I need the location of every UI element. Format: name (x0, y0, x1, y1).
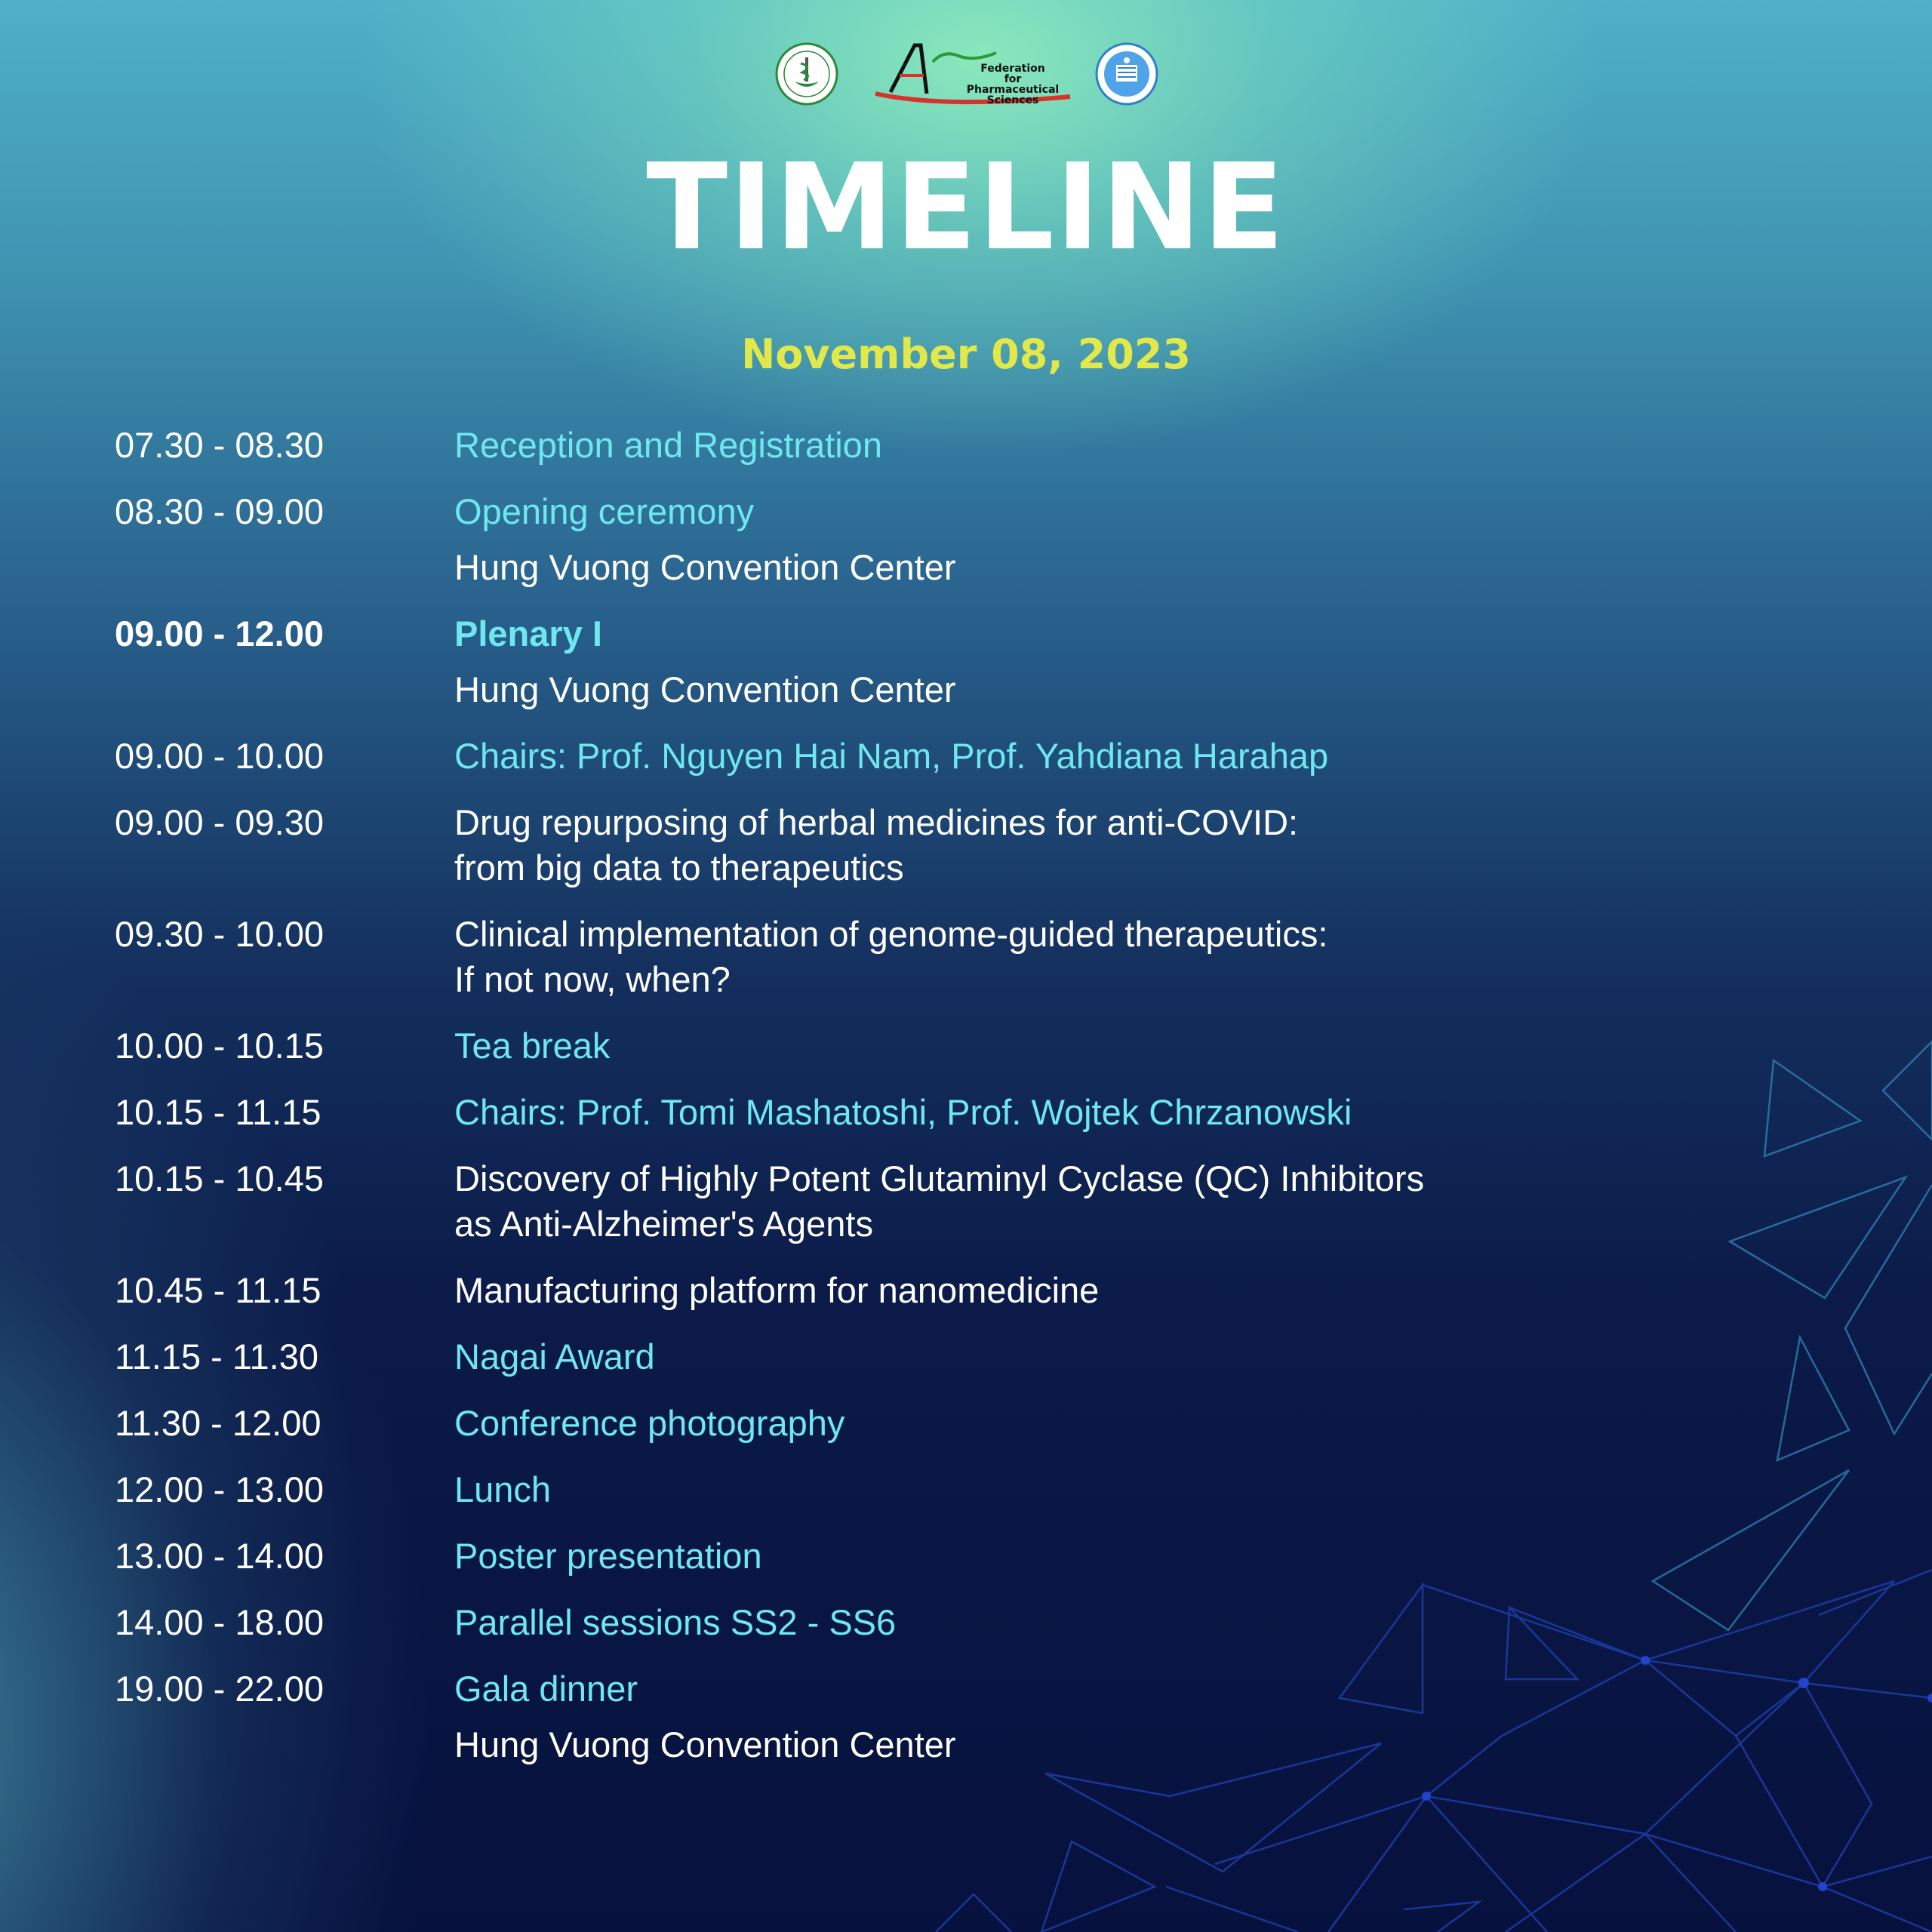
talk-title-line: Manufacturing platform for nanomedicine (454, 1270, 1100, 1310)
session-details (454, 800, 1549, 891)
time-range: 14.00 - 18.00 (115, 1602, 324, 1642)
schedule-row (115, 912, 1549, 1002)
schedule-row (115, 1600, 1549, 1645)
session-venue: Hung Vuong Convention Center (454, 547, 956, 587)
schedule-row (115, 1534, 1549, 1579)
schedule-list (115, 423, 1549, 1767)
page-title: TIMELINE (646, 138, 1286, 277)
talk-title-line: Clinical implementation of genome-guided therapeutics: (454, 914, 1328, 954)
session-details (454, 1600, 1549, 1645)
time-range: 08.30 - 09.00 (115, 491, 324, 531)
time-range: 09.00 - 09.30 (115, 802, 324, 842)
schedule-row (115, 1401, 1549, 1446)
session-details (454, 1467, 1549, 1512)
session-title: Reception and Registration (454, 425, 882, 465)
event-date: November 08, 2023 (741, 331, 1191, 378)
schedule-row (115, 1090, 1549, 1135)
time-range: 12.00 - 13.00 (115, 1469, 324, 1509)
session-details (454, 1534, 1549, 1579)
session-details (454, 1401, 1549, 1446)
session-details (454, 1666, 1549, 1767)
federation-logo (868, 39, 1075, 106)
talk-title-line: as Anti-Alzheimer's Agents (454, 1204, 873, 1244)
schedule-row (115, 734, 1549, 779)
time-range: 10.45 - 11.15 (115, 1270, 321, 1310)
time-range: 11.30 - 12.00 (115, 1403, 321, 1443)
session-details (454, 1334, 1549, 1380)
session-chairs: Chairs: Prof. Nguyen Hai Nam, Prof. Yahdiana Harahap (454, 736, 1329, 776)
session-details (454, 912, 1549, 1002)
federation-logo-text (952, 63, 1073, 106)
schedule-row (115, 1023, 1549, 1069)
time-range: 13.00 - 14.00 (115, 1536, 324, 1576)
session-title: Opening ceremony (454, 491, 755, 531)
schedule-row (115, 1334, 1549, 1380)
logo-text-line-3: Pharmaceutical Sciences (966, 84, 1060, 106)
time-range: 10.00 - 10.15 (115, 1026, 324, 1066)
session-title: Poster presentation (454, 1536, 762, 1576)
schedule-row (115, 1268, 1549, 1313)
session-details (454, 734, 1549, 779)
schedule-row (115, 1666, 1549, 1767)
talk-title-line: If not now, when? (454, 959, 731, 999)
session-details (454, 1268, 1549, 1313)
time-range: 10.15 - 10.45 (115, 1158, 324, 1198)
time-range: 07.30 - 08.30 (115, 425, 324, 465)
session-details (454, 1023, 1549, 1069)
schedule-row (115, 611, 1549, 712)
school-emblem-icon (1095, 42, 1158, 106)
session-details (454, 1156, 1549, 1247)
session-title: Tea break (454, 1026, 611, 1066)
time-range: 10.15 - 11.15 (115, 1092, 321, 1132)
university-seal-icon (775, 42, 838, 106)
session-title: Nagai Award (454, 1337, 655, 1377)
logo-text-line-2: for (1004, 73, 1022, 85)
session-title: Gala dinner (454, 1669, 638, 1709)
logo-text-line-1: Federation (980, 63, 1045, 75)
schedule-row (115, 1467, 1549, 1512)
talk-title-line: Drug repurposing of herbal medicines for anti-COVID: (454, 802, 1299, 842)
schedule-row (115, 423, 1549, 468)
logo-bar (0, 39, 1932, 107)
session-chairs: Chairs: Prof. Tomi Mashatoshi, Prof. Wojtek Chrzanowski (454, 1092, 1352, 1132)
time-range: 09.00 - 12.00 (115, 614, 324, 654)
session-details (454, 611, 1549, 712)
time-range: 09.30 - 10.00 (115, 914, 324, 954)
schedule-row (115, 800, 1549, 891)
time-range: 19.00 - 22.00 (115, 1669, 324, 1709)
session-title: Lunch (454, 1469, 552, 1509)
session-title: Plenary I (454, 614, 602, 654)
session-details (454, 1090, 1549, 1135)
session-details (454, 423, 1549, 468)
session-title: Conference photography (454, 1403, 845, 1443)
session-details (454, 489, 1549, 590)
schedule-row (115, 489, 1549, 590)
session-venue: Hung Vuong Convention Center (454, 669, 956, 709)
talk-title-line: from big data to therapeutics (454, 848, 904, 888)
time-range: 09.00 - 10.00 (115, 736, 324, 776)
session-title: Parallel sessions SS2 - SS6 (454, 1602, 897, 1642)
schedule-row (115, 1156, 1549, 1247)
session-venue: Hung Vuong Convention Center (454, 1724, 956, 1764)
talk-title-line: Discovery of Highly Potent Glutaminyl Cyclase (QC) Inhibitors (454, 1158, 1425, 1198)
time-range: 11.15 - 11.30 (115, 1337, 319, 1377)
